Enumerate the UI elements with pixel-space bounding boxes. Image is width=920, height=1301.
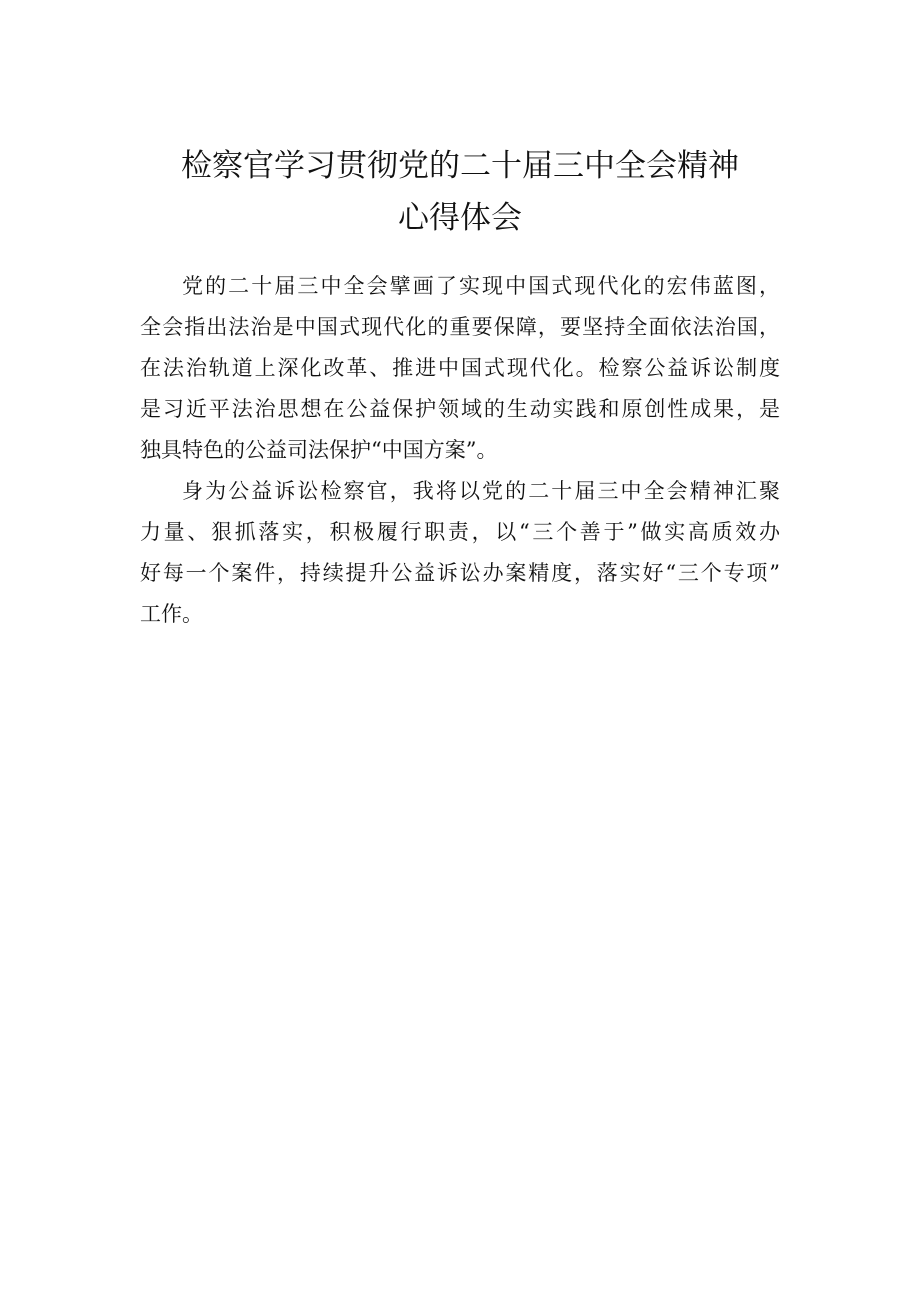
paragraph-line: 力量、狠抓落实，积极履行职责，以“三个善于”做实高质效办 [140, 520, 780, 544]
document-title [120, 140, 800, 244]
paragraph-line: 独具特色的公益司法保护“中国方案”。 [140, 438, 498, 462]
paragraph-line: 全会指出法治是中国式现代化的重要保障，要坚持全面依法治国， [140, 315, 780, 339]
title-line-2: 心得体会 [398, 200, 522, 236]
document-body [140, 266, 780, 635]
title-line-1: 检察官学习贯彻党的二十届三中全会精神 [181, 148, 739, 184]
paragraph-2 [140, 471, 780, 635]
paragraph-1 [140, 266, 780, 471]
paragraph-line: 工作。 [140, 602, 203, 626]
paragraph-line: 好每一个案件，持续提升公益诉讼办案精度，落实好“三个专项” [140, 561, 780, 585]
paragraph-line: 是习近平法治思想在公益保护领域的生动实践和原创性成果，是 [140, 397, 780, 421]
paragraph-line: 身为公益诉讼检察官，我将以党的二十届三中全会精神汇聚 [182, 479, 780, 503]
paragraph-line: 党的二十届三中全会擘画了实现中国式现代化的宏伟蓝图， [182, 274, 780, 298]
paragraph-line: 在法治轨道上深化改革、推进中国式现代化。检察公益诉讼制度 [140, 356, 780, 380]
